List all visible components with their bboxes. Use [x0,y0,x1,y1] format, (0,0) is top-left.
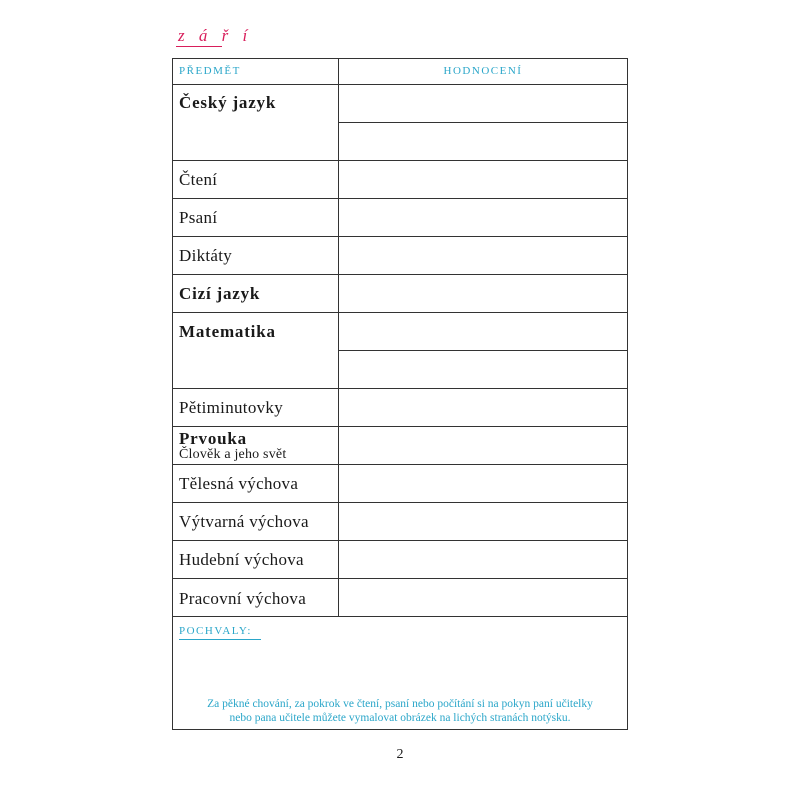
month-underline [176,46,222,47]
subject-pracovni-vychova: Pracovní výchova [179,589,307,608]
grade-cell-psani[interactable] [339,199,627,236]
subject-hudebni-vychova: Hudební výchova [179,550,304,569]
subject-matematika: Matematika [179,322,276,341]
grade-cell-cesky-jazyk-2[interactable] [339,123,627,160]
month-title: z á ř í [178,26,253,45]
praise-note-line-1: Za pěkné chování, za pokrok ve čtení, psaní nebo počítání si na pokyn paní učitelky [207,698,593,710]
subject-petiminutovky: Pětiminutovky [179,398,284,417]
grade-cell-vytvarna-vychova[interactable] [339,503,627,540]
subject-vytvarna-vychova: Výtvarná výchova [179,512,309,531]
grade-cell-hudebni-vychova[interactable] [339,541,627,578]
header-subject: PŘEDMĚT [179,65,241,77]
grades-table [172,58,628,730]
row-line [173,616,627,617]
praise-label: POCHVALY: [179,625,252,637]
grade-cell-prvouka[interactable] [339,427,627,464]
subject-prvouka-subtitle: Člověk a jeho svět [179,447,287,462]
subject-prvouka: Prvouka [179,429,247,448]
grade-cell-cteni[interactable] [339,161,627,198]
grade-cell-pracovni-vychova[interactable] [339,579,627,616]
grade-cell-matematika-1[interactable] [339,313,627,350]
subject-cesky-jazyk: Český jazyk [179,93,277,112]
header-grade: HODNOCENÍ [443,65,523,77]
subject-diktaty: Diktáty [179,246,233,265]
praise-note [183,697,617,725]
grade-cell-cesky-jazyk-1[interactable] [339,85,627,122]
subject-telesna-vychova: Tělesná výchova [179,474,299,493]
grade-cell-telesna-vychova[interactable] [339,465,627,502]
subject-cteni: Čtení [179,170,218,189]
subject-cizi-jazyk: Cizí jazyk [179,284,261,303]
subject-psani: Psaní [179,208,218,227]
grade-cell-matematika-2[interactable] [339,351,627,388]
praise-note-line-2: nebo pana učitele můžete vymalovat obrázek na lichých stranách notýsku. [229,712,571,724]
grade-cell-diktaty[interactable] [339,237,627,274]
grade-cell-petiminutovky[interactable] [339,389,627,426]
praise-underline [179,639,261,640]
page-number: 2 [396,747,404,762]
grade-cell-cizi-jazyk[interactable] [339,275,627,312]
